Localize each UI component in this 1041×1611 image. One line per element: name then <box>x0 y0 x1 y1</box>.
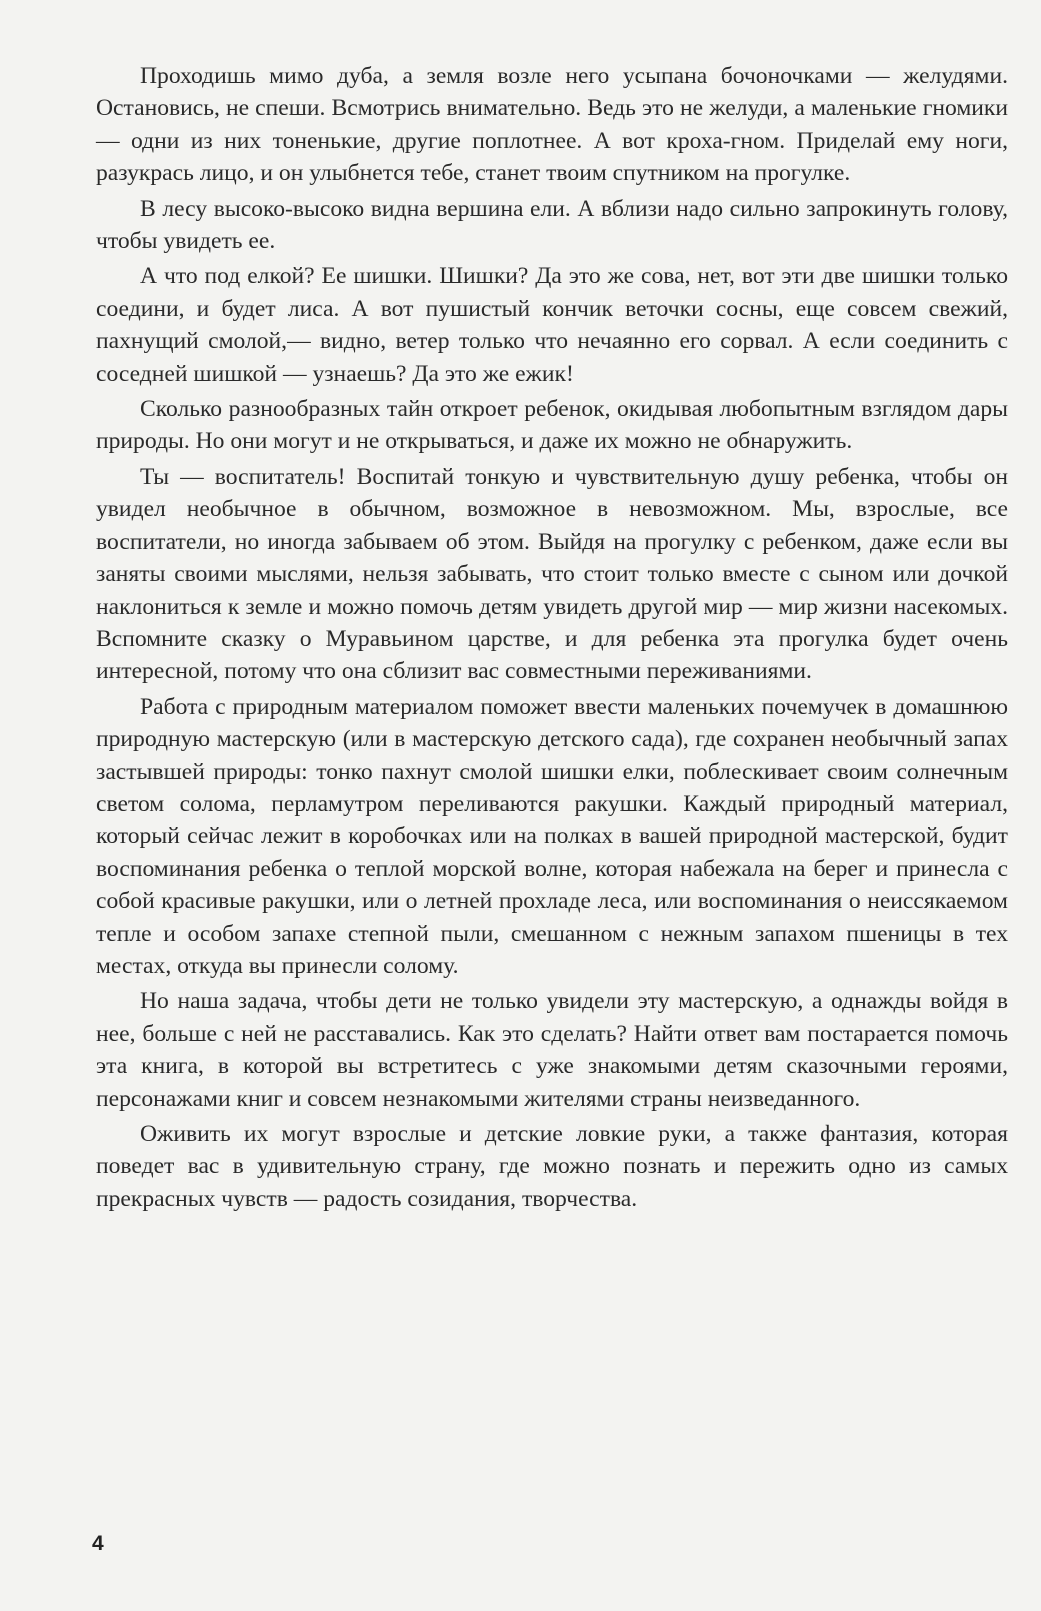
paragraph-6: Работа с природным материалом поможет ввести маленьких почемучек в домашнюю природную мастерскую (или в мастерскую детского сада), где сохранен необычный запах застывшей природы: тонко пахнут смолой шишки елки, поблескивает своим солнечным светом солома, перламутром переливаются ракушки. Каждый природный материал, который сейчас лежит в коробочках или на полках в вашей природной мастерской, будит воспоминания ребенка о теплой морской волне, которая набежала на берег и принесла с собой красивые ракушки, или о летней прохладе леса, или воспоминания о неиссякаемом тепле и особом запахе степной пыли, смешанном с нежным запахом пшеницы в тех местах, откуда вы принесли солому. <box>96 693 1008 979</box>
paragraph-4: Сколько разнообразных тайн откроет ребенок, окидывая любопытным взглядом дары природы. Но они могут и не открываться, и даже их можно не обнаружить. <box>96 396 1008 455</box>
paragraph-5: Ты — воспитатель! Воспитай тонкую и чувствительную душу ребенка, чтобы он увидел необычное в обычном, возможное в невозможном. Мы, взрослые, все воспитатели, но иногда забываем об этом. Выйдя на прогулку с ребенком, даже если вы заняты своими мыслями, нельзя забывать, что стоит только вместе с сыном или дочкой наклониться к земле и можно помочь детям увидеть другой мир — мир жизни насекомых. Вспомните сказку о Муравьином царстве, и для ребенка эта прогулка будет очень интересной, потому что она сблизит вас совместными переживаниями. <box>96 463 1008 685</box>
paragraph-3: А что под елкой? Ее шишки. Шишки? Да это же сова, нет, вот эти две шишки только соедини, и будет лиса. А вот пушистый кончик веточки сосны, еще совсем свежий, пахнущий смолой,— видно, ветер только что нечаянно его сорвал. А если соединить с соседней шишкой — узнаешь? Да это же ежик! <box>96 263 1008 387</box>
paragraph-8: Оживить их могут взрослые и детские ловкие руки, а также фантазия, которая поведет вас в удивительную страну, где можно познать и пережить одно из самых прекрасных чувств — радость созидания, творчества. <box>96 1121 1008 1212</box>
paragraph-7: Но наша задача, чтобы дети не только увидели эту мастерскую, а однажды войдя в нее, больше с ней не расставались. Как это сделать? Найти ответ вам постарается помочь эта книга, в которой вы встретитесь с уже знакомыми детям сказочными героями, персонажами книг и совсем незнакомыми жителями страны неизведанного. <box>96 988 1008 1112</box>
page-number: 4 <box>92 1532 104 1555</box>
paragraph-1: Проходишь мимо дуба, а земля возле него усыпана бочоночками — желудями. Остановись, не спеши. Всмотрись внимательно. Ведь это не желуди, а маленькие гномики — одни из них тоненькие, другие поплотнее. А вот кроха-гном. Приделай ему ноги, разукрась лицо, и он улыбнется тебе, станет твоим спутником на прогулке. <box>96 63 1008 187</box>
page-body <box>96 60 1008 1215</box>
paragraph-2: В лесу высоко-высоко видна вершина ели. А вблизи надо сильно запрокинуть голову, чтобы увидеть ее. <box>96 195 1008 255</box>
